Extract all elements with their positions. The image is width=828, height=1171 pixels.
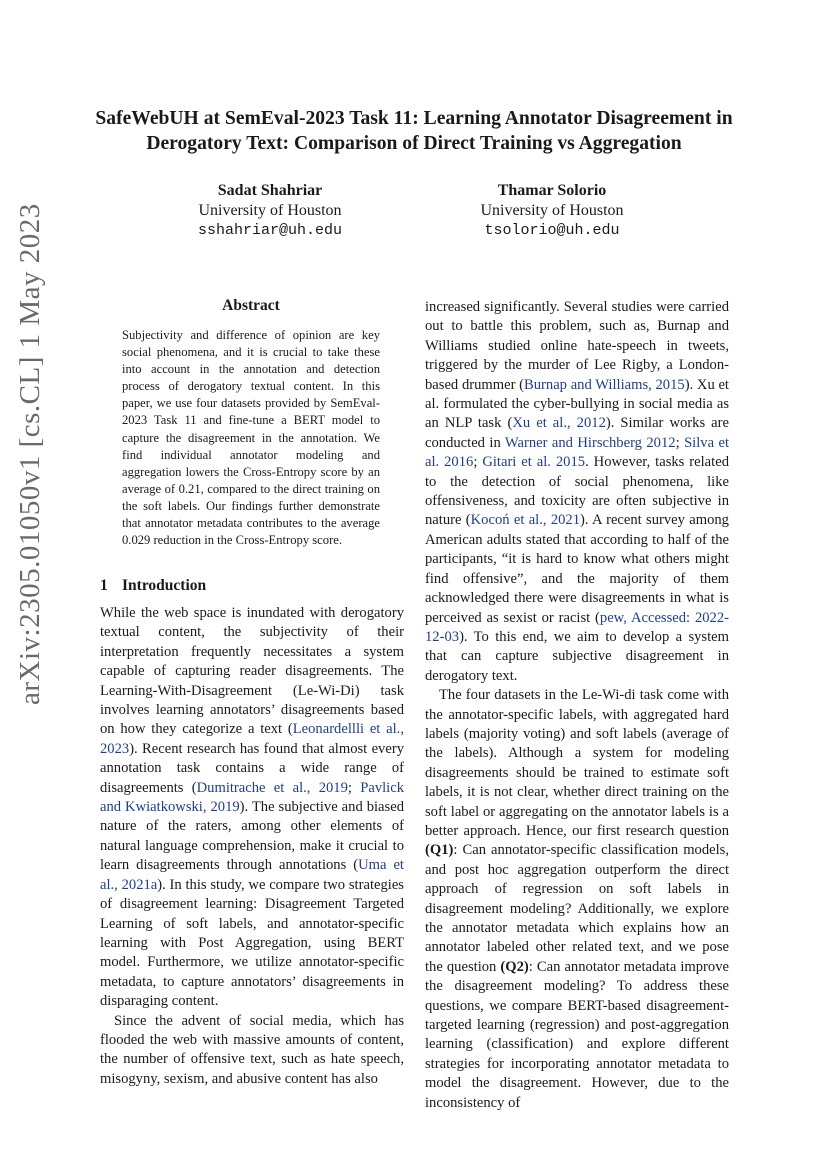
author-email[interactable]: tsolorio@uh.edu xyxy=(484,222,620,239)
left-column xyxy=(100,604,404,1089)
text-run: ). Recent research has found that almost every annotation task contains a wide range of disagreements ( xyxy=(100,740,404,796)
text-run: ). Similar works are conducted in xyxy=(425,415,729,451)
citation-link[interactable]: Gitari et al. 2015 xyxy=(482,454,586,471)
paragraph: Since the advent of social media, which has flooded the web with massive amounts of content, the number of offensive text, such as hate speech, misogyny, sexism, and abusive content has also xyxy=(100,1012,404,1087)
arxiv-identifier: arXiv:2305.01050v1 [cs.CL] 1 May 2023 xyxy=(14,203,46,705)
text-run: ). In this study, we compare two strategies of disagreement learning: Disagreement Targeted Learning of soft labels, and annotator-specific learning with Post Aggregation, using BERT model. Furthermore, we utilize annotator-specific metadata, to capture annotators’ disagreements in disparaging content. xyxy=(100,876,404,1010)
citation-link[interactable]: Warner and Hirschberg 2012 xyxy=(504,434,676,451)
text-run: . However, tasks related to the detection of social phenomena, like offensiveness, and toxicity are often subjective in nature ( xyxy=(425,454,729,529)
citation-link[interactable]: pew, Accessed: 2022-12-03 xyxy=(425,609,729,645)
research-question-label: (Q2) xyxy=(500,958,529,975)
text-run: The four datasets in the Le-Wi-di task come with the annotator-specific labels, with aggregated hard labels (majority voting) and soft labels (average of the labels). Although a system for modeling disagreements should be trained to estimate soft labels, it is not clear, whether direct training on the soft label or aggregating on the annotator labels is a better approach. Hence, our first research question xyxy=(425,687,729,839)
text-run: While the web space is inundated with derogatory textual content, the subjectivity of their interpretation frequently necessitates a system capable of capturing reader disagreements. The Learning-With-Disagreement (Le-Wi-Di) task involves learning annotators’ disagreements based on how they categorize a text ( xyxy=(100,605,404,738)
author-name: Thamar Solorio xyxy=(497,182,607,199)
text-run: ; xyxy=(347,779,361,796)
paragraph xyxy=(425,298,729,686)
paragraph xyxy=(425,686,729,1113)
text-run: ; xyxy=(675,434,685,451)
research-question-label: (Q1) xyxy=(425,842,454,859)
author-name: Sadat Shahriar xyxy=(217,182,323,199)
section-title: Introduction xyxy=(122,577,207,594)
citation-link[interactable]: Xu et al., 2012 xyxy=(512,415,606,432)
citation-link[interactable]: Pavlick and Kwiatkowski, 2019 xyxy=(100,779,404,816)
paper-title: SafeWebUH at SemEval-2023 Task 11: Learning Annotator Disagreement in Derogatory Text: Comparison of Direct Training vs Aggregation xyxy=(95,108,733,154)
citation-link[interactable]: Leonardellli et al., 2023 xyxy=(100,721,404,757)
author-affiliation: University of Houston xyxy=(480,202,624,219)
text-run: ). The subjective and biased nature of the raters, among other elements of natural language comprehension, make it crucial to learn disagreements through annotations ( xyxy=(100,799,404,874)
text-run: ). A recent survey among American adults stated that according to half of the participants, “it is hard to know what others might find offensive”, and the majority of them acknowledged there were disagreements in what is perceived as sexist or racist ( xyxy=(425,512,729,626)
abstract-heading: Abstract xyxy=(222,297,280,314)
section-heading xyxy=(100,577,402,595)
author-block xyxy=(412,181,692,241)
citation-link[interactable]: Kocoń et al., 2021 xyxy=(470,512,581,529)
text-run: : Can annotator-specific classification models, and post hoc aggregation outperform the direct approach of regression on soft labels in disagreement modeling? Additionally, we explore the annotator metadata which explains how an annotator labeled other related text, and we pose the question xyxy=(425,842,729,975)
section-number: 1 xyxy=(100,577,108,594)
author-affiliation: University of Houston xyxy=(198,202,342,219)
citation-link[interactable]: Dumitrache et al., 2019 xyxy=(196,779,348,796)
citation-link[interactable]: Silva et al. 2016 xyxy=(425,434,730,471)
text-run: ). To this end, we aim to develop a system that can capture subjective disagreement in derogatory text. xyxy=(425,628,729,684)
author-email[interactable]: sshahriar@uh.edu xyxy=(197,222,343,239)
text-run: increased significantly. Several studies were carried out to battle this problem, such as, Burnap and Williams studied online hate-speech in tweets, triggered by the murder of Lee Rigby, a London-based drummer ( xyxy=(425,299,729,393)
text-run: ). Xu et al. formulated the cyber-bullying in social media as an NLP task ( xyxy=(425,376,729,432)
abstract-text: Subjectivity and difference of opinion are key social phenomena, and it is crucial to take these into account in the annotation and detection process of derogatory textual content. In this paper, we use four datasets provided by SemEval-2023 Task 11 and fine-tune a BERT model to capture the disagreement in the annotation. We find individual annotator modeling and aggregation lowers the Cross-Entropy score by an average of 0.21, compared to the direct training on the soft labels. Our findings further demonstrate that annotator metadata contributes to the average 0.029 reduction in the Cross-Entropy score. xyxy=(122,328,380,548)
author-block xyxy=(130,181,410,241)
text-run: ; xyxy=(473,454,483,471)
text-run: : Can annotator metadata improve the disagreement modeling? To address these questions, we compare BERT-based disagreement-targeted learning (regression) and post-aggregation learning (classification) and explore different strategies for incorporating annotator metadata to model the disagreement. However, due to the inconsistency of xyxy=(425,958,729,1111)
paragraph xyxy=(100,604,404,1012)
right-column xyxy=(425,298,729,1113)
citation-link[interactable]: Burnap and Williams, 2015 xyxy=(524,376,685,393)
citation-link[interactable]: Uma et al., 2021a xyxy=(100,857,404,893)
